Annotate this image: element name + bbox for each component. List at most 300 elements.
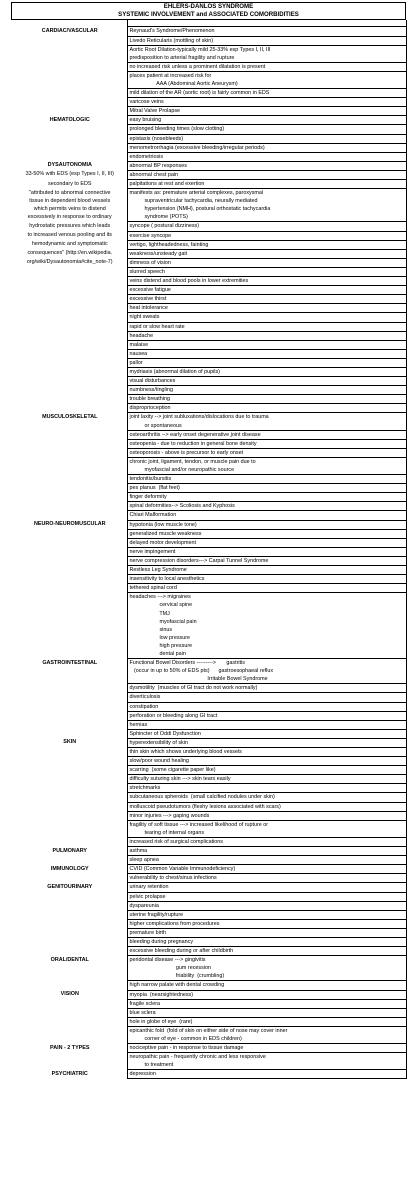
table-row — [11, 856, 406, 865]
table-row — [11, 45, 406, 54]
symptom-cell: tethered spinal cord — [127, 584, 406, 593]
symptom-cell: (occur in up to 50% of EDS pts) gastroesophaeal reflux — [127, 667, 406, 675]
symptom-cell: thin skin which shows underlying blood vessels — [127, 748, 406, 757]
symptom-cell: perforation or bleeding along GI tract — [127, 711, 406, 720]
symptom-cell: cervical spine — [127, 601, 406, 609]
table-row — [11, 377, 406, 386]
category-note — [11, 529, 127, 538]
table-row — [11, 413, 406, 422]
symptom-cell: dental pain — [127, 650, 406, 659]
table-row — [11, 650, 406, 659]
category-note — [11, 626, 127, 634]
table-row — [11, 367, 406, 376]
category-note — [11, 784, 127, 793]
category-note — [11, 295, 127, 304]
symptom-cell: tendonitis/bursitis — [127, 475, 406, 484]
symptom-cell: difficulty suturing skin ---> skin tears easily — [127, 775, 406, 784]
symptom-cell: rapid or slow heart rate — [127, 322, 406, 331]
table-row — [11, 865, 406, 874]
document-title — [11, 2, 406, 20]
category-label: SKIN — [63, 739, 77, 746]
symptom-cell: syncope ( postural dizziness) — [127, 222, 406, 231]
category-note — [11, 475, 127, 484]
table-row — [11, 520, 406, 529]
symptom-cell: prolonged bleeding times (slow clotting) — [127, 125, 406, 134]
symptom-cell: slurred speech — [127, 267, 406, 276]
category-note — [11, 466, 127, 475]
category-note — [11, 89, 127, 98]
symptom-cell: higher complications from procedures — [127, 919, 406, 928]
table-row — [11, 1017, 406, 1026]
category-note — [11, 71, 127, 80]
table-row — [11, 584, 406, 593]
category-note — [11, 286, 127, 295]
table-row — [11, 684, 406, 693]
category-note — [11, 1026, 127, 1035]
table-row — [11, 547, 406, 556]
category-note — [11, 634, 127, 642]
category-note — [11, 642, 127, 650]
category-note — [11, 618, 127, 626]
table-row — [11, 1008, 406, 1017]
symptom-cell: osteoarthritis --> early onset degenerative joint disease — [127, 430, 406, 439]
symptom-cell: Reynaud's Syndrome/Phenomenon — [127, 27, 406, 36]
table-row — [11, 642, 406, 650]
symptom-cell: epicanthic fold (fold of skin on either side of nose may cover inner — [127, 1026, 406, 1035]
symptom-cell: Irritable Bowel Syndrome — [127, 675, 406, 684]
symptom-cell: vulnerability to chest/sinus infections — [127, 874, 406, 883]
symptom-cell: places patient at increased risk for — [127, 71, 406, 80]
category-note — [11, 152, 127, 161]
symptom-cell: fragile sclera — [127, 999, 406, 1008]
symptom-cell: joint laxity --> joint subluxations/dislocations due to trauma — [127, 413, 406, 422]
category-note — [11, 856, 127, 865]
category-note: 33-50% with EDS (esp Types I, II, III) — [25, 171, 114, 178]
table-row — [11, 937, 406, 946]
category-note — [11, 1053, 127, 1062]
table-row — [11, 659, 406, 668]
table-row — [11, 197, 406, 205]
category-label: GASTROINTESTINAL — [42, 659, 98, 666]
category-note — [11, 331, 127, 340]
category-note — [11, 80, 127, 89]
symptom-cell: nociceptive pain - in response to tissue damage — [127, 1044, 406, 1053]
category-note — [11, 386, 127, 395]
symptom-cell: bleeding during pregnancy — [127, 937, 406, 946]
category-note — [11, 340, 127, 349]
symptom-cell: high narrow palate with dental crowding — [127, 981, 406, 990]
symptom-cell: pelvic prolapse — [127, 892, 406, 901]
table-row — [11, 493, 406, 502]
table-row — [11, 422, 406, 431]
category-note — [11, 874, 127, 883]
category-note: hydrostatic pressures which leads — [29, 222, 111, 229]
table-row — [11, 610, 406, 618]
symptom-cell: finger deformity — [127, 493, 406, 502]
table-row — [11, 116, 406, 125]
symptom-cell: numbness/tingling — [127, 386, 406, 395]
category-note — [11, 601, 127, 609]
symptom-cell: Livedo Reticularis (mottling of skin) — [127, 36, 406, 45]
table-row — [11, 89, 406, 98]
table-row — [11, 213, 406, 222]
category-label: VISION — [60, 991, 79, 998]
category-note — [11, 766, 127, 775]
category-note — [11, 538, 127, 547]
symptom-cell: syndrome (POTS) — [127, 213, 406, 222]
category-note — [11, 610, 127, 618]
symptom-cell: headache — [127, 331, 406, 340]
symptom-cell: excessive fatigue — [127, 286, 406, 295]
category-note — [11, 802, 127, 811]
symptom-cell: dysmotility (muscles of GI tract do not work normally) — [127, 684, 406, 693]
category-note: excessively in response to ordinary — [27, 214, 112, 221]
category-label: PULMONARY — [52, 847, 88, 854]
category-label: CARDIAC/VASCULAR — [41, 27, 98, 34]
table-row — [11, 618, 406, 626]
table-row — [11, 729, 406, 738]
symptom-cell: Chiari Malformation — [127, 511, 406, 520]
symptom-cell: depression — [127, 1070, 406, 1079]
category-note — [11, 511, 127, 520]
table-row — [11, 349, 406, 358]
symptom-cell: disproprioception — [127, 404, 406, 413]
symptom-cell: minor injuries ---> gaping wounds — [127, 811, 406, 820]
category-note — [11, 322, 127, 331]
category-note — [11, 892, 127, 901]
symptom-cell: Functional Bowel Disorders ---------> gastritis — [127, 659, 406, 668]
symptom-cell: low pressure — [127, 634, 406, 642]
table-row — [11, 240, 406, 249]
symptom-cell: mild dilation of the AR (aortic root) is fairly common in EDS — [127, 89, 406, 98]
symptom-cell: nerve compression disorders---> Carpal Tunnel Syndrome — [127, 556, 406, 565]
table-row — [11, 847, 406, 856]
category-note — [11, 404, 127, 413]
title-line-2: SYSTEMIC INVOLVEMENT and ASSOCIATED COMORBIDITIES — [12, 11, 405, 20]
table-row — [11, 189, 406, 198]
symptom-cell: manifests as: premature arterial complexes, paroxysmal — [127, 189, 406, 198]
symptom-cell: menometrorrhagia (excessive bleeding/irregular periods) — [127, 143, 406, 152]
table-row — [11, 1026, 406, 1035]
table-row — [11, 143, 406, 152]
symptom-cell: Restless Leg Syndrome — [127, 566, 406, 575]
symptom-cell: peridontal disease ---> gingivitis — [127, 956, 406, 965]
table-row — [11, 358, 406, 367]
symptom-cell: increased risk of surgical complications — [127, 837, 406, 846]
symptom-cell: or spontaneous — [127, 422, 406, 431]
table-row — [11, 134, 406, 143]
table-row — [11, 249, 406, 258]
table-row — [11, 757, 406, 766]
table-row — [11, 820, 406, 829]
symptom-cell: gum recession — [127, 964, 406, 972]
table-row — [11, 1035, 406, 1044]
symptom-cell: friability (crumbling) — [127, 972, 406, 981]
category-note — [11, 493, 127, 502]
table-row — [11, 54, 406, 63]
symptom-cell: CVID (Common Variable Immunodeficiency) — [127, 865, 406, 874]
table-row — [11, 556, 406, 565]
symptom-cell: nausea — [127, 349, 406, 358]
symptom-cell: weakness/unsteady gait — [127, 249, 406, 258]
category-label: GENITOURINARY — [47, 883, 93, 890]
symptom-cell: chronic joint, ligament, tendon, or muscle pain due to — [127, 457, 406, 466]
category-note — [11, 919, 127, 928]
category-note — [11, 125, 127, 134]
category-note — [11, 829, 127, 838]
table-row — [11, 593, 406, 602]
category-note — [11, 901, 127, 910]
category-note — [11, 1008, 127, 1017]
symptom-cell: Mitral Valve Prolapse — [127, 107, 406, 116]
table-row — [11, 71, 406, 80]
document-sheet — [11, 2, 406, 1079]
table-row — [11, 829, 406, 838]
category-note — [11, 36, 127, 45]
category-note — [11, 457, 127, 466]
symptom-cell: supraventricular tachycardia, neurally mediated — [127, 197, 406, 205]
table-row — [11, 152, 406, 161]
category-note — [11, 947, 127, 956]
category-note — [11, 981, 127, 990]
table-row — [11, 956, 406, 965]
symptom-cell: diverticulosis — [127, 693, 406, 702]
table-row — [11, 626, 406, 634]
category-note — [11, 811, 127, 820]
table-row — [11, 693, 406, 702]
symptom-cell: abnormal BP responses — [127, 161, 406, 170]
symptom-cell: excessive bleeding during or after childbirth — [127, 947, 406, 956]
category-note — [11, 98, 127, 107]
table-row — [11, 901, 406, 910]
table-row — [11, 874, 406, 883]
symptom-cell: high pressure — [127, 642, 406, 650]
table-row — [11, 892, 406, 901]
table-row — [11, 883, 406, 892]
symptom-cell: sleep apnea — [127, 856, 406, 865]
table-row — [11, 928, 406, 937]
table-row — [11, 430, 406, 439]
table-row — [11, 27, 406, 36]
symptom-cell: to treatment — [127, 1061, 406, 1070]
category-label: NEURO-NEUROMUSCULAR — [33, 521, 106, 528]
symptom-cell: predisposition to arterial fragility and rupture — [127, 54, 406, 63]
table-row — [11, 205, 406, 213]
table-row — [11, 990, 406, 999]
table-row — [11, 98, 406, 107]
symptom-cell: headaches ---> migraines — [127, 593, 406, 602]
table-row — [11, 981, 406, 990]
table-row — [11, 1044, 406, 1053]
category-note — [11, 54, 127, 63]
symptom-cell: fragility of soft tissue ---> increased likelihood of rupture or — [127, 820, 406, 829]
category-note — [11, 775, 127, 784]
category-note: secondary to EDS — [48, 180, 92, 187]
category-note — [11, 430, 127, 439]
table-row — [11, 793, 406, 802]
category-note: org/wiki/Dysautonomia#cite_note-7) — [26, 259, 113, 266]
category-note — [11, 667, 127, 675]
symptom-cell: visual disturbances — [127, 377, 406, 386]
symptom-cell: abnormal chest pain — [127, 170, 406, 179]
symptom-cell: hyperextensibility of skin — [127, 738, 406, 747]
table-row — [11, 395, 406, 404]
category-note — [11, 684, 127, 693]
category-note — [11, 358, 127, 367]
category-note: consequences" (http://en.wikipedia. — [27, 250, 113, 257]
symptom-cell: subcutaneous spheroids (small calcified nodules under skin) — [127, 793, 406, 802]
category-note — [11, 367, 127, 376]
table-row — [11, 313, 406, 322]
table-row — [11, 511, 406, 520]
category-note — [11, 313, 127, 322]
symptom-cell: dimness of vision — [127, 258, 406, 267]
symptom-cell: insensitivity to local anesthetics — [127, 575, 406, 584]
symptom-cell: blue sclera — [127, 1008, 406, 1017]
category-note — [11, 484, 127, 493]
table-row — [11, 575, 406, 584]
symptom-cell: veins distend and blood pools in lower extremities — [127, 277, 406, 286]
table-row — [11, 258, 406, 267]
symptom-cell: no increased risk unless a prominent dilatation is present — [127, 62, 406, 71]
category-note — [11, 820, 127, 829]
category-note — [11, 575, 127, 584]
category-note — [11, 143, 127, 152]
symptom-cell: uterine fragility/rupture — [127, 910, 406, 919]
category-note — [11, 304, 127, 313]
table-row — [11, 634, 406, 642]
table-row — [11, 1061, 406, 1070]
category-note — [11, 377, 127, 386]
symptom-cell: TMJ — [127, 610, 406, 618]
table-row — [11, 222, 406, 231]
table-row — [11, 775, 406, 784]
symptom-cell: trouble breathing — [127, 395, 406, 404]
table-row — [11, 36, 406, 45]
title-line-1: EHLERS-DANLOS SYNDROME — [163, 3, 254, 10]
symptom-cell: palpitations at rest and exertion — [127, 180, 406, 189]
table-row — [11, 1070, 406, 1079]
symptom-cell: tearing of internal organs — [127, 829, 406, 838]
category-note — [11, 650, 127, 659]
category-note — [11, 395, 127, 404]
category-label: HEMATOLOGIC — [49, 116, 90, 123]
category-note — [11, 556, 127, 565]
symptom-cell: night sweats — [127, 313, 406, 322]
category-note — [11, 910, 127, 919]
table-row — [11, 386, 406, 395]
category-note — [11, 693, 127, 702]
table-row — [11, 322, 406, 331]
table-row — [11, 125, 406, 134]
symptom-cell: urinary retention — [127, 883, 406, 892]
table-row — [11, 457, 406, 466]
table-row — [11, 837, 406, 846]
category-note — [11, 675, 127, 684]
symptom-cell: varicose veins — [127, 98, 406, 107]
category-note — [11, 134, 127, 143]
symptom-cell: hernias — [127, 720, 406, 729]
table-row — [11, 466, 406, 475]
symptom-cell: endometriosis — [127, 152, 406, 161]
symptom-cell: epistaxis (nosebleeds) — [127, 134, 406, 143]
table-row — [11, 170, 406, 179]
table-row — [11, 964, 406, 972]
table-row — [11, 720, 406, 729]
table-row — [11, 180, 406, 189]
table-row — [11, 738, 406, 747]
table-row — [11, 675, 406, 684]
category-note — [11, 964, 127, 972]
symptom-cell: AAA (Abdominal Aortic Aneurysm) — [127, 80, 406, 89]
category-note — [11, 793, 127, 802]
table-row — [11, 484, 406, 493]
category-note — [11, 702, 127, 711]
table-row — [11, 439, 406, 448]
category-note — [11, 837, 127, 846]
category-label: PSYCHIATRIC — [51, 1070, 88, 1077]
symptom-cell: osteopenia - due to reduction in general bone density — [127, 439, 406, 448]
symptom-cell: hypotonia (low muscle tone) — [127, 520, 406, 529]
symptom-cell: neuropathic pain - frequently chronic and less responsive — [127, 1053, 406, 1062]
table-row — [11, 748, 406, 757]
symptom-cell: corner of eye - common in EDS children) — [127, 1035, 406, 1044]
table-row — [11, 277, 406, 286]
category-note — [11, 711, 127, 720]
symptom-cell: myopia (nearsightedness) — [127, 990, 406, 999]
symptom-cell: myofascial and/or neuropathic source — [127, 466, 406, 475]
category-label: IMMUNOLOGY — [50, 865, 89, 872]
table-row — [11, 62, 406, 71]
table-row — [11, 286, 406, 295]
symptom-cell: nerve impingement — [127, 547, 406, 556]
category-note: hemodynamic and symptomatic — [31, 241, 108, 248]
table-row — [11, 404, 406, 413]
symptom-cell: stretchmarks — [127, 784, 406, 793]
category-note — [11, 267, 127, 276]
table-row — [11, 947, 406, 956]
table-row — [11, 448, 406, 457]
table-row — [11, 331, 406, 340]
table-row — [11, 667, 406, 675]
comorbidity-table — [11, 20, 407, 1079]
symptom-cell: vertigo, lightheadedness, fainting — [127, 240, 406, 249]
category-note — [11, 439, 127, 448]
symptom-cell: dyspareunia — [127, 901, 406, 910]
symptom-cell: pes planus (flat feet) — [127, 484, 406, 493]
symptom-cell: mydriasis (abnormal dilation of pupils) — [127, 367, 406, 376]
category-note — [11, 448, 127, 457]
category-note: "attributed to abnormal connective — [28, 189, 111, 196]
category-note — [11, 566, 127, 575]
category-note: tissue in dependent blood vessels — [29, 198, 111, 205]
table-row — [11, 161, 406, 170]
category-note — [11, 720, 127, 729]
table-row — [11, 1053, 406, 1062]
table-row — [11, 999, 406, 1008]
symptom-cell: delayed motor development — [127, 538, 406, 547]
symptom-cell: scarring (some cigarette paper like) — [127, 766, 406, 775]
category-note — [11, 937, 127, 946]
category-note — [11, 928, 127, 937]
symptom-cell: generalized muscle weakness — [127, 529, 406, 538]
table-row — [11, 295, 406, 304]
category-note — [11, 349, 127, 358]
category-note: to increased venous pooling and its — [27, 232, 112, 239]
category-note — [11, 729, 127, 738]
table-row — [11, 475, 406, 484]
category-note — [11, 1061, 127, 1070]
